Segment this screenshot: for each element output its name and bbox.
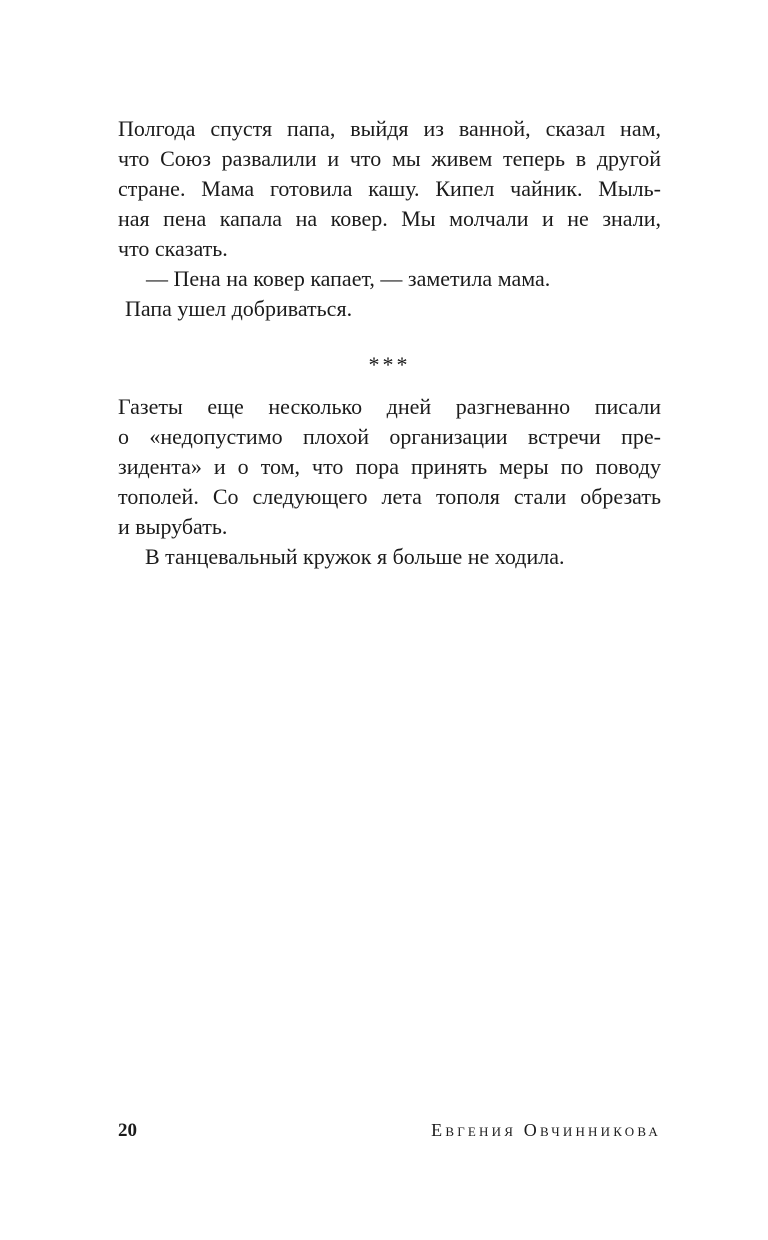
section-separator: *** xyxy=(368,352,411,377)
text-line: В танцевальный кружок я больше не ходила. xyxy=(145,544,565,569)
text-line: Папа ушел добриваться. xyxy=(125,296,353,321)
text-line: Полгода спустя папа, выйдя из ванной, сказал нам, xyxy=(118,116,661,141)
text-line: что Союз развалили и что мы живем теперь в другой xyxy=(118,146,661,171)
text-line: Газеты еще несколько дней разгневанно писали xyxy=(118,394,661,419)
text-line: ная пена капала на ковер. Мы молчали и не знали, xyxy=(118,206,661,231)
text-line: о «недопустимо плохой организации встречи пре- xyxy=(118,424,661,449)
text-line: что сказать. xyxy=(118,236,228,261)
paragraph-block-2 xyxy=(118,392,661,572)
paragraph-block-1 xyxy=(118,114,661,324)
text-line: тополей. Со следующего лета тополя стали обрезать xyxy=(118,484,661,509)
text-line: стране. Мама готовила кашу. Кипел чайник. Мыль- xyxy=(118,176,661,201)
text-column xyxy=(118,114,661,572)
text-line: — Пена на ковер капает, — заметила мама. xyxy=(146,266,551,291)
running-head-author: Евгения Овчинникова xyxy=(431,1120,661,1140)
text-line: зидента» и о том, что пора принять меры по поводу xyxy=(118,454,661,479)
page-number: 20 xyxy=(118,1120,137,1141)
page-footer xyxy=(118,1118,661,1143)
text-line: и вырубать. xyxy=(118,514,228,539)
